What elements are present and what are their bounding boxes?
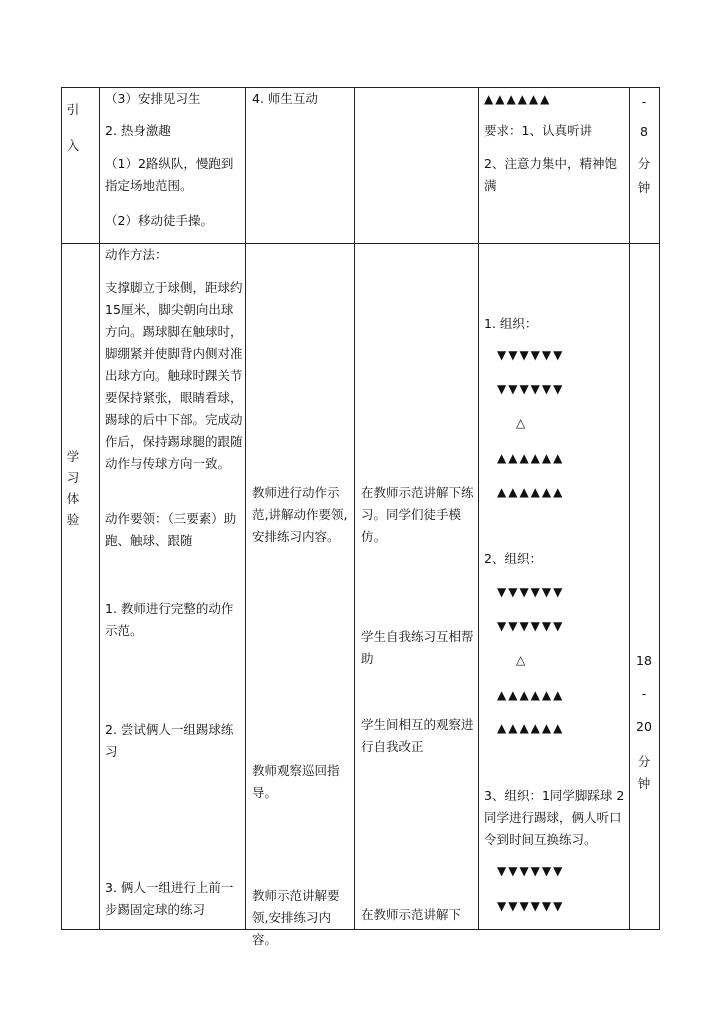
step-pair-practice: 2. 尝试俩人一组踢球练习	[105, 722, 234, 759]
org3-description: 3、组织：1同学脚踩球 2同学进行踢球，俩人听口令到时间互换练习。	[484, 788, 625, 847]
learning-time-unit-1: 分	[637, 754, 651, 769]
intro-item-jog: （1）2路纵队，慢跑到指定场地范围。	[105, 156, 234, 193]
org2-teacher-mark: △	[516, 653, 528, 667]
org2-row-down-1: ▼▼▼▼▼▼	[497, 585, 565, 599]
section-label-intro: 引入	[66, 102, 80, 153]
intro-time-unit-1: 分	[637, 156, 651, 171]
intro-requirement: 要求：1、认真听讲	[484, 123, 592, 138]
table-border-left	[61, 87, 62, 930]
table-border-bottom	[61, 929, 660, 930]
step-demonstration: 1. 教师进行完整的动作示范。	[105, 601, 234, 638]
intro-teacher-interaction: 4. 师生互动	[252, 91, 318, 106]
section-label-learning: 学习体验	[66, 449, 80, 527]
intro-item-warmup: 2. 热身激趣	[105, 123, 171, 138]
org1-teacher-mark: △	[516, 416, 528, 430]
column-divider-3	[354, 87, 355, 930]
intro-time-dash: -	[641, 94, 647, 109]
org1-row-up-1: ▲▲▲▲▲▲	[497, 451, 565, 465]
intro-item-observers: （3）安排见习生	[105, 91, 201, 106]
student-imitate: 在教师示范讲解下练习。同学们徒手模仿。	[361, 485, 474, 544]
column-divider-4	[478, 87, 479, 930]
student-self-practice: 学生自我练习互相帮助	[361, 629, 474, 666]
student-peer-correction: 学生间相互的观察进行自我改正	[361, 717, 474, 754]
intro-focus-note: 2、注意力集中，精神饱满	[484, 156, 617, 193]
intro-time-unit-2: 钟	[637, 180, 651, 195]
org1-row-down-1: ▼▼▼▼▼▼	[497, 348, 565, 362]
learning-time-start: 18	[636, 653, 652, 668]
method-essentials: 动作要领：（三要素）助跑、触球、跟随	[105, 511, 237, 548]
org3-row-down-1: ▼▼▼▼▼▼	[497, 864, 565, 878]
teacher-demonstrate: 教师进行动作示范,讲解动作要领,安排练习内容。	[252, 485, 348, 544]
intro-item-exercise: （2）移动徒手操。	[105, 213, 213, 228]
column-divider-2	[245, 87, 246, 930]
table-border-right	[659, 87, 660, 930]
column-divider-5	[629, 87, 630, 930]
intro-formation-triangles: ▲▲▲▲▲▲	[484, 92, 552, 106]
method-description: 支撑脚立于球侧，距球约 15厘米，脚尖朝向出球方向。踢球脚在触球时，脚绷紧并使脚背内侧对准出球方向。触球时踝关节要保持紧张，眼睛看球，踢球的后中下部。完成动作后，保持踢球腿的跟随动作与传球方向一致。	[105, 280, 243, 471]
org2-row-up-2: ▲▲▲▲▲▲	[497, 721, 565, 735]
step-fixed-ball: 3. 俩人一组进行上前一步踢固定球的练习	[105, 880, 234, 917]
teacher-explain: 教师示范讲解要领,安排练习内容。	[252, 888, 340, 947]
learning-time-dash: -	[641, 686, 647, 701]
org2-row-down-2: ▼▼▼▼▼▼	[497, 619, 565, 633]
org2-row-up-1: ▲▲▲▲▲▲	[497, 688, 565, 702]
student-follow-demo: 在教师示范讲解下	[361, 907, 462, 922]
method-title: 动作方法：	[105, 247, 168, 262]
org1-row-down-2: ▼▼▼▼▼▼	[497, 382, 565, 396]
org3-row-down-2: ▼▼▼▼▼▼	[497, 899, 565, 913]
org2-label: 2、组织：	[484, 551, 542, 566]
org1-row-up-2: ▲▲▲▲▲▲	[497, 485, 565, 499]
teacher-observe: 教师观察巡回指导。	[252, 763, 340, 800]
learning-time-unit-2: 钟	[637, 776, 651, 791]
org1-label: 1. 组织：	[484, 316, 538, 331]
learning-time-end: 20	[636, 719, 652, 734]
column-divider-1	[99, 87, 100, 930]
intro-time-minutes: 8	[640, 124, 648, 139]
